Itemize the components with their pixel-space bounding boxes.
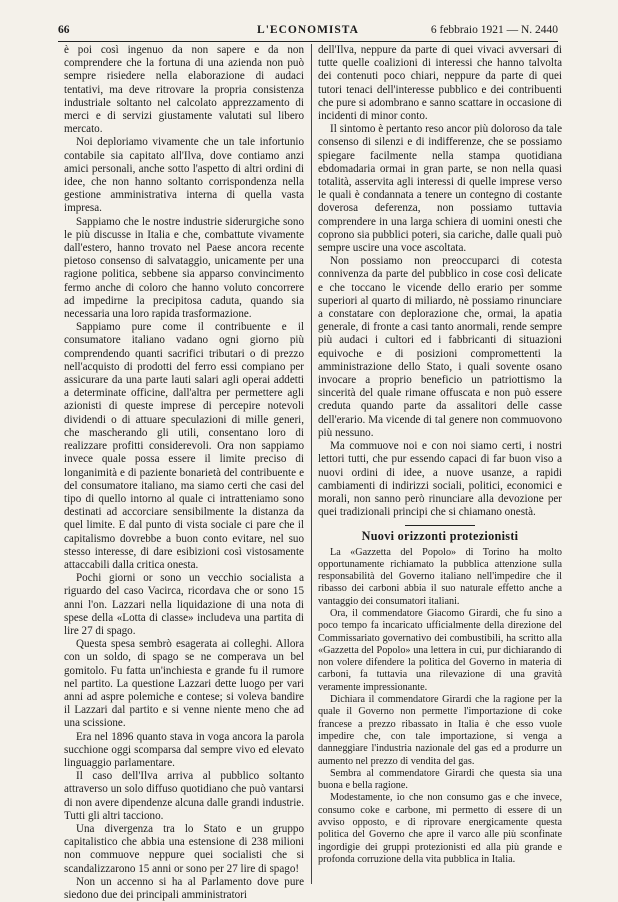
left-paragraph: Questa spesa sembrò esagerata ai colleghi. Allora con un soldo, di spago se ne comperava un bel gomitolo. Fu fatta un'inchiesta e grande fu il rumore nel partito. La questione Lazzari dette luogo per vari anni ad aspre polemiche e contese; si voleva bandire il Lazzari dal partito e si venne niente meno che ad una scissione. [64,638,304,730]
left-paragraph: Sappiamo pure come il contribuente e il consumatore italiano vadano ogni giorno più comprendendo quanti sacrifici tributari o di prezzo nell'acquisto di prodotti del ferro essi compiano per assicurare da una parte lauti salari agli operai addetti a determinate officine, dall'altra per permettere agli azionisti di queste imprese di percepire notevoli dividendi o di attuare speculazioni di mille generi, che mascherando gli utili, consentano loro di realizzare profitti considerevoli. Ora non sappiamo invece quale possa essere il limite preciso di longanimità e di paziente bonarietà del contribuente e del consumatore italiano, ma siamo certi che casi del tipo di quello intorno al quale ci intratteniamo sono destinati ad accorciare sensibilmente la distanza da quel limite. E dal punto di vista sociale ci pare che il capitalismo dovrebbe a buon conto evitare, nel suo stesso interesse, di dare esibizioni così vistosamente attaccabili dalla critica onesta. [64,321,304,571]
right-paragraph: Non possiamo non preoccuparci di cotesta connivenza da parte del pubblico in cose così delicate e che toccano le vicende dello erario per somme superiori al quarto di miliardo, nè possiamo rinunciare a constatare con deplorazione che, ormai, la apatia generale, di fronte a casi tanto anormali, rende sempre più audaci i cultori ed i fabbricanti di situazioni equivoche e di posizioni compromettenti la amministrazione dello Stato, i quali sovente osano invocare a proprio beneficio un patriottismo la sincerità del quale rimane offuscata e non può essere creduta quando parte da assalitori delle casse dell'erario. Ma vicende di tal genere non commuovono più nessuno. [318,255,562,439]
right-paragraph: Ma commuove noi e con noi siamo certi, i nostri lettori tutti, che pur essendo capaci di far buon viso a nuovi ordini di idee, a nuove usanze, a rapidi cambiamenti di indirizzi sociali, politici, economici e morali, non sanno però rinunciare alla devozione per quei tradizionali principi che si chiamano onestà. [318,440,562,519]
right-paragraph: Il sintomo è pertanto reso ancor più doloroso da tale consenso di silenzi e di indifferenze, che se possiamo spiegare facilmente nella stampa quotidiana ebdomadaria ormai in gran parte, se non nella quasi totalità, asservita agli interessi di quelle imprese verso le quali è condannata a tenere un contegno di costante doverosa deferenza, non possiamo tuttavia comprendere in una larga schiera di uomini onesti che coprono sia pubblici poteri, sia cariche, dalle quali può sempre uscire una voce ascoltata. [318,123,562,255]
section-paragraph: Sembra al commendatore Girardi che questa sia una buona e bella ragione. [318,767,562,792]
section-paragraph: Modestamente, io che non consumo gas e che invece, consumo coke e carbone, mi permetto di essere di un avviso opposto, e di riprovare energicamente questa politica del Governo che apre il varco alle più sconfinate ingordigie dei gruppi protezionisti ed alla più grande e profonda corruzione della vita pubblica in Italia. [318,792,562,865]
header-rule [58,41,558,42]
left-paragraph: Pochi giorni or sono un vecchio socialista a riguardo del caso Vacirca, ricordava che or sono 15 anni l'on. Lazzari nella liquidazione di una nota di spese della «Lotta di classe» includeva una partita di lire 27 di spago. [64,572,304,637]
left-paragraph: Sappiamo che le nostre industrie siderurgiche sono le più discusse in Italia e che, combattute vivamente dall'estero, hanno trovato nel Paese ancora recente pietoso consenso di salvataggio, unicamente per una ragione politica, sebbene sia apparso convincimento fermo anche di coloro che hanno voluto concorrere ad impedirne la precipitosa caduta, quando sia necessaria una loro rapida trasformazione. [64,215,304,321]
column-divider [311,44,312,884]
right-paragraph: dell'Ilva, neppure da parte di quei vivaci avversari di tutte quelle coalizioni di interessi che hanno talvolta dei contenuti poco chiari, neppure da parte di quei tutori tenaci dell'interesse pubblico e dei contribuenti che pure si adombrano e sanno scattare in occasione di incidenti di minor conto. [318,44,562,123]
left-paragraph: Non un accenno si ha al Parlamento dove pure siedono due dei principali amministratori [64,875,304,901]
issue-date: 6 febbraio 1921 — N. 2440 [430,24,558,36]
left-paragraph: Noi deploriamo vivamente che un tale infortunio contabile sia capitato all'Ilva, dove contiamo anzi amici personali, anche sotto l'aspetto di altri ordini di idee, che non hanno soltanto corrispondenza nella gestione amministrativa interna di quella vasta impresa. [64,136,304,215]
right-column [318,44,562,866]
left-column [64,44,304,902]
section-paragraph: Ora, il commendatore Giacomo Girardi, che fu sino a poco tempo fa incaricato ufficialmente della direzione del Commissariato governativo dei combustibili, ha scritto alla «Gazzetta del Popolo» una lettera in cui, pur dichiarando di non volere difendere la politica del Governo in materia di carboni, fa tuttavia una rilevazione di una gravità veramente impressionante. [318,608,562,693]
section-paragraph: Dichiara il commendatore Girardi che la ragione per la quale il Governo non permette l'importazione di coke francese a prezzo ribassato in Italia è che esso vuole impedire che, con tale importazione, si venga a danneggiare l'industria nazionale del gas ed a produrre un aumento nel prezzo di vendita del gas. [318,694,562,767]
section-separator [405,525,475,526]
left-paragraph: è poi così ingenuo da non sapere e da non comprendere che la fortuna di una azienda non può sempre risiedere nella elaborazione di audaci tentativi, ma deve ritrovare la propria consistenza industriale soltanto nel calcolato apprezzamento di merci e di servizi giustamente valutati sul libero mercato. [64,44,304,136]
left-paragraph: Era nel 1896 quanto stava in voga ancora la parola succhione oggi scomparsa dal sempre vivo ed elevato linguaggio parlamentare. [64,730,304,769]
section-title: Nuovi orizzonti protezionisti [361,529,519,544]
section-body [318,547,562,867]
page-number: 66 [58,24,70,36]
publication-title: L'ECONOMISTA [257,24,359,36]
left-paragraph: Una divergenza tra lo Stato e un gruppo capitalistico che abbia una estensione di 238 milioni non commuove neppure quei socialisti che si scandalizzarono 15 anni or sono per 27 lire di spago! [64,822,304,875]
left-paragraph: Il caso dell'Ilva arriva al pubblico soltanto attraverso un solo diffuso quotidiano che può vantarsi di non avere dipendenze alcuna dalle grandi industrie. Tutti gli altri tacciono. [64,770,304,822]
section-paragraph: La «Gazzetta del Popolo» di Torino ha molto opportunamente richiamato la pubblica attenzione sulla responsabilità del Governo italiano nell'impedire che il ribasso dei carboni abbia il suo naturale effetto anche a vantaggio dei consumatori italiani. [318,546,562,607]
page-header [58,22,558,38]
